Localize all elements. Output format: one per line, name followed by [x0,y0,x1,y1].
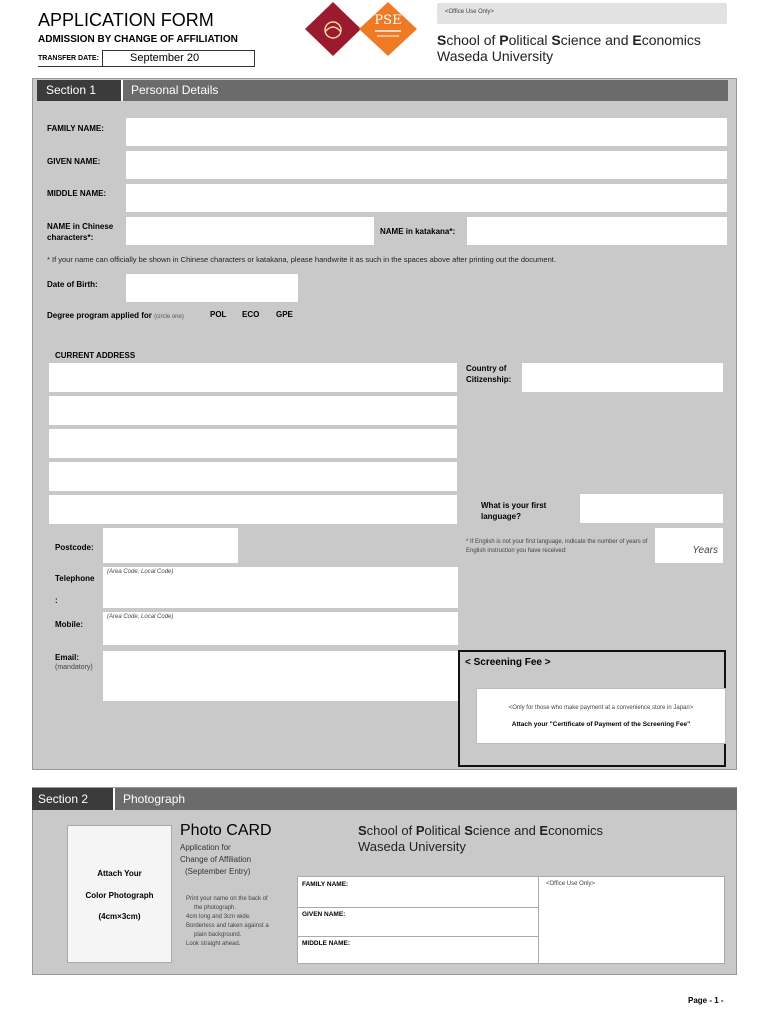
office-use-box [437,3,727,24]
waseda-emblem-logo [303,0,363,58]
telephone-colon: : [55,596,58,605]
degree-option-gpe[interactable]: GPE [276,310,293,319]
form-title: APPLICATION FORM [38,10,214,30]
first-language-field[interactable] [579,493,724,524]
country-label: Country of Citizenship: [466,364,512,384]
name-note: * If your name can officially be shown in Chinese characters or katakana, please handwrite it as such in the spaces above after printing out the document. [47,255,556,264]
instr-line6: Look straight ahead. [186,941,241,947]
photo-attach-line1: Attach Your [97,869,142,878]
telephone-label: Telephone [55,574,95,583]
section2-header [32,788,737,810]
email-mandatory: (mandatory) [55,664,93,671]
dob-label: Date of Birth: [47,280,98,289]
page-number: Page - 1 - [688,996,724,1005]
address-line-1[interactable] [48,362,458,393]
card-office-use: <Office Use Only> [546,881,595,887]
photo-attach-line2: Color Photograph [85,891,154,900]
email-label: Email: [55,653,80,662]
mobile-field[interactable] [102,611,459,646]
name-chinese-label: NAME in Chinese characters*: [47,222,114,242]
card-family-name-label: FAMILY NAME: [302,881,349,888]
family-name-label: FAMILY NAME: [47,124,104,133]
middle-name-label: MIDDLE NAME: [47,189,107,198]
address-line-5[interactable] [48,494,458,525]
row-divider-2 [298,936,538,937]
email-field[interactable] [102,650,459,702]
card-middle-name-label: MIDDLE NAME: [302,940,351,947]
photo-card-school-line1: School of Political Science and Economics [358,823,604,838]
school-name-line1: School of Political Science and Economics [437,32,701,48]
english-years-note: * If English is not your first language, indicate the number of years of English instruction you have received: [466,539,648,554]
photo-card-name-table [297,876,725,964]
address-line-3[interactable] [48,428,458,459]
photo-instructions [186,895,296,949]
photo-card-application-for [180,842,251,878]
pse-logo [357,0,419,58]
photo-card-divider [538,877,539,963]
instr-line3: 4cm long and 3cm wide. [186,914,251,920]
postcode-label: Postcode: [55,543,94,552]
school-name [437,32,701,48]
degree-label [47,310,184,323]
degree-option-eco[interactable]: ECO [242,310,260,319]
photo-card-title: Photo CARD [180,822,272,839]
instr-line1: Print your name on the back of [186,896,268,902]
office-use-label: <Office Use Only> [445,9,494,15]
transfer-date-label: TRANSFER DATE: [38,55,99,62]
section2-number: Section 2 [38,792,89,806]
english-years-field[interactable] [654,527,724,564]
app-for-line2: Change of Affiliation [180,855,252,864]
section1-title: Personal Details [131,83,219,97]
degree-hint: (circle one) [154,314,184,320]
degree-label-text: Degree program applied for [47,311,152,320]
given-name-label: GIVEN NAME: [47,157,101,166]
telephone-format-hint: (Area Code, Local Code) [107,569,174,575]
address-line-4[interactable] [48,461,458,492]
given-name-field[interactable] [125,150,728,180]
screening-fee-attach-area [476,688,726,744]
degree-option-pol[interactable]: POL [210,310,227,319]
section2-title: Photograph [123,792,186,806]
country-field[interactable] [521,362,724,393]
transfer-date-field[interactable] [102,50,255,67]
instr-line5: plain background. [194,932,242,938]
current-address-label: CURRENT ADDRESS [55,351,136,360]
middle-name-field[interactable] [125,183,728,213]
degree-options-box [196,303,299,333]
app-for-line1: Application for [180,843,231,852]
section1-number: Section 1 [46,83,97,97]
first-language-label: What is your first language? [481,501,547,521]
card-given-name-label: GIVEN NAME: [302,911,346,918]
screening-fee-attach: Attach your "Certificate of Payment of the Screening Fee" [511,721,691,728]
postcode-field[interactable] [102,527,239,564]
name-katakana-label: NAME in katakana*: [380,227,456,236]
photo-card-university: Waseda University [358,839,466,854]
university-name: Waseda University [437,48,554,64]
row-divider-1 [298,907,538,908]
address-line-2[interactable] [48,395,458,426]
photo-attach-area[interactable] [67,825,172,963]
form-subtitle: ADMISSION BY CHANGE OF AFFILIATION [38,34,238,45]
photo-card-school-name [358,823,603,838]
section1-number-box [37,80,123,101]
photo-attach-line3: (4cm×3cm) [98,912,141,921]
telephone-field[interactable] [102,566,459,609]
mobile-format-hint: (Area Code, Local Code) [107,614,174,620]
transfer-underline [38,66,102,67]
mobile-label: Mobile: [55,620,83,629]
name-katakana-field[interactable] [466,216,728,246]
transfer-date-value: September 20 [130,52,200,64]
dob-field[interactable] [125,273,299,303]
name-chinese-field[interactable] [125,216,375,246]
instr-line4: Borderless and taken against a [186,923,269,929]
screening-fee-note: <Only for those who make payment at a convenience store in Japan> [508,705,694,711]
family-name-field[interactable] [125,117,728,147]
screening-fee-title: < Screening Fee > [465,657,551,668]
pse-logo-text: PSE [374,13,402,28]
instr-line2: the photograph. [194,905,237,911]
years-unit: Years [692,545,718,556]
section2-number-box [32,788,115,810]
screening-fee-box [458,650,726,767]
app-for-line3: (September Entry) [185,867,251,876]
section1-header [37,80,728,101]
